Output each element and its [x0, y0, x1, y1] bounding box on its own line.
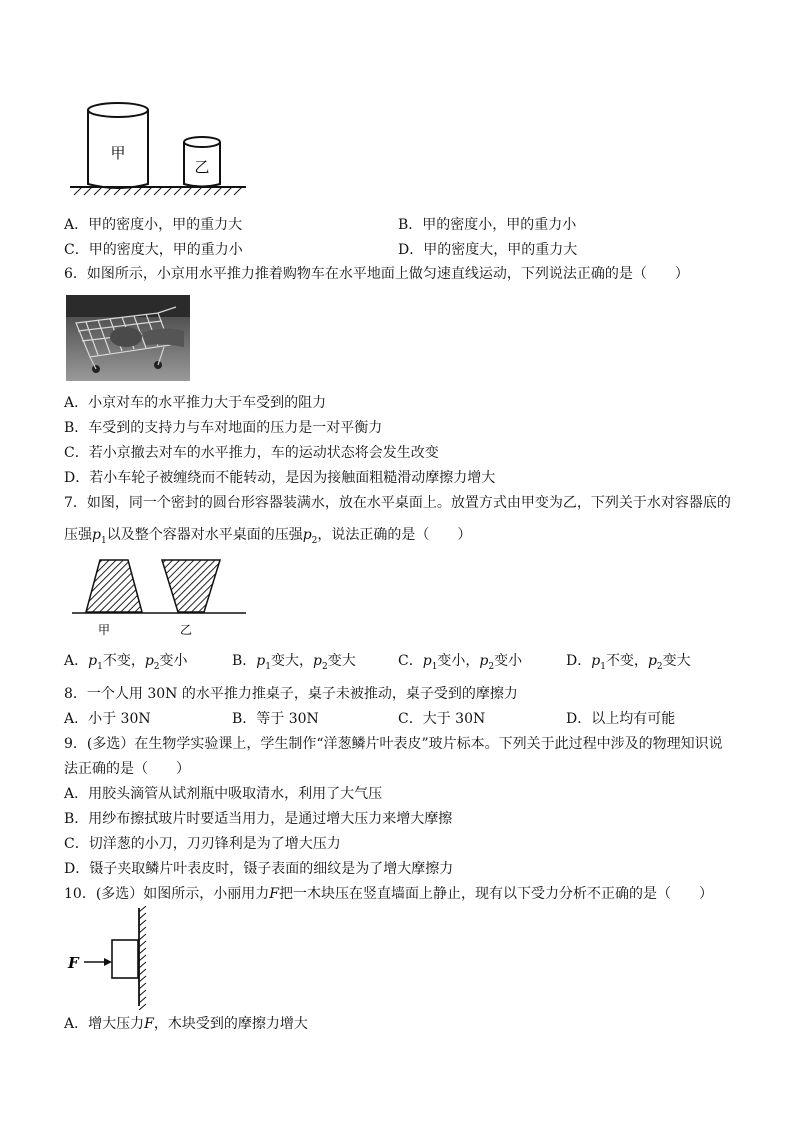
q7-d-letter: D．: [566, 653, 592, 669]
sub-1: 1: [600, 661, 606, 672]
q7-stem-text-a: 压强: [64, 527, 92, 543]
q10-stem-b: 把一木块压在竖直墙面上静止，现有以下受力分析不正确的是（ ）: [279, 886, 713, 902]
q8-option-a[interactable]: A．小于 30N: [64, 711, 151, 727]
frustum-jia: [86, 560, 142, 612]
sub-2: 2: [153, 661, 160, 672]
q9-option-d[interactable]: D．镊子夹取鳞片叶表皮时，镊子表面的细纹是为了增大摩擦力: [64, 861, 454, 877]
sub-2: 2: [321, 661, 328, 672]
q7-c-t2: 变小: [494, 653, 523, 669]
var-p1: p: [591, 653, 601, 669]
q6-shopping-cart-photo: [66, 295, 190, 381]
var-F: F: [269, 886, 279, 902]
q7-d-t2: 变大: [662, 653, 691, 669]
q9-option-b[interactable]: B．用纱布擦拭玻片时要适当用力，是通过增大压力来增大摩擦: [64, 811, 453, 827]
label-yi-7: 乙: [179, 623, 193, 637]
sub-1: 1: [100, 535, 107, 546]
q9-option-a[interactable]: A．用胶头滴管从试剂瓶中吸取清水，利用了大气压: [64, 786, 383, 802]
sub-1: 1: [431, 661, 438, 672]
var-p2: p: [479, 653, 489, 669]
label-yi: 乙: [194, 158, 210, 176]
var-p1: p: [256, 653, 266, 669]
q8-option-d[interactable]: D．以上均有可能: [566, 711, 676, 727]
q6-option-a[interactable]: A．小京对车的水平推力大于车受到的阻力: [64, 395, 327, 411]
q7-stem-line2: [64, 525, 471, 551]
q9-stem-line1: 9．(多选）在生物学实验课上，学生制作“洋葱鳞片叶表皮”玻片标本。下列关于此过程中涉及的物理知识说: [64, 736, 723, 752]
sub-2: 2: [656, 661, 663, 672]
sub-1: 1: [97, 661, 103, 672]
q7-option-b[interactable]: [232, 651, 356, 677]
q10-stem-a: 10．(多选）如图所示，小丽用力: [64, 886, 270, 902]
q7-figure: [70, 556, 250, 640]
q7-a-t1: 不变，: [102, 653, 145, 669]
q6-option-b[interactable]: B．车受到的支持力与车对地面的压力是一对平衡力: [64, 420, 383, 436]
q6-option-d[interactable]: D．若小车轮子被缠绕而不能转动，是因为接触面粗糙滑动摩擦力增大: [64, 470, 496, 486]
q7-b-t1: 变大，: [271, 653, 313, 669]
sub-2: 2: [488, 661, 495, 672]
q7-option-a[interactable]: [64, 651, 188, 677]
var-p2: p: [313, 653, 322, 669]
q7-a-t2: 变小: [159, 653, 188, 669]
var-p2: p: [144, 653, 154, 669]
q7-stem-line1: 7．如图，同一个密封的圆台形容器装满水，放在水平桌面上。放置方式由甲变为乙，下列关于水对容器底的: [64, 495, 731, 511]
q5-figure: [66, 98, 250, 200]
q5-option-b[interactable]: B．甲的密度小，甲的重力小: [398, 217, 577, 233]
q7-stem-text-b: 以及整个容器对水平桌面的压强: [106, 527, 303, 543]
q8-option-c[interactable]: C．大于 30N: [398, 711, 486, 727]
q8-stem: 8．一个人用 30N 的水平推力推桌子，桌子未被推动，桌子受到的摩擦力: [64, 686, 518, 702]
var-p1: p: [92, 527, 101, 543]
q10-option-a[interactable]: [64, 1014, 308, 1034]
q7-b-letter: B．: [232, 653, 257, 669]
q9-stem-line2: 法正确的是（ ）: [64, 761, 190, 777]
sub-2: 2: [311, 535, 318, 546]
q6-stem: 6．如图所示，小京用水平推力推着购物车在水平地面上做匀速直线运动，下列说法正确的是（ ）: [64, 266, 689, 282]
wood-block: [112, 940, 138, 978]
q7-c-letter: C．: [398, 653, 423, 669]
q10-stem: [64, 884, 713, 904]
var-p2: p: [647, 653, 657, 669]
q5-option-d[interactable]: D．甲的密度大，甲的重力大: [398, 242, 578, 258]
frustum-yi: [162, 560, 220, 612]
q7-d-t1: 不变，: [605, 653, 648, 669]
wall-hatching: [139, 906, 146, 1010]
q7-option-c[interactable]: [398, 651, 522, 677]
ground-hatching: [74, 187, 242, 195]
label-jia: 甲: [110, 144, 126, 162]
q7-stem-text-c: ，说法正确的是（ ）: [317, 527, 472, 543]
q8-option-b[interactable]: B．等于 30N: [232, 711, 319, 727]
q5-option-c[interactable]: C．甲的密度大，甲的重力小: [64, 242, 243, 258]
var-p1: p: [88, 653, 98, 669]
var-F: F: [144, 1016, 154, 1032]
q7-a-letter: A．: [64, 653, 89, 669]
q10-a-text-b: ，木块受到的摩擦力增大: [153, 1016, 308, 1032]
q7-b-t2: 变大: [327, 653, 356, 669]
arrow-head: [104, 958, 112, 966]
force-label: F: [68, 954, 79, 972]
q7-option-d[interactable]: [566, 651, 691, 677]
q10-figure: [62, 906, 158, 1010]
q5-option-a[interactable]: A．甲的密度小，甲的重力大: [64, 217, 243, 233]
var-p2: p: [302, 527, 312, 543]
q7-c-t1: 变小，: [437, 653, 480, 669]
label-jia-7: 甲: [97, 623, 111, 637]
var-p1: p: [422, 653, 432, 669]
sub-1: 1: [265, 661, 271, 672]
q6-option-c[interactable]: C．若小京撤去对车的水平推力，车的运动状态将会发生改变: [64, 445, 439, 461]
q9-option-c[interactable]: C．切洋葱的小刀，刀刃锋利是为了增大压力: [64, 836, 341, 852]
q10-a-text-a: A．增大压力: [64, 1016, 145, 1032]
